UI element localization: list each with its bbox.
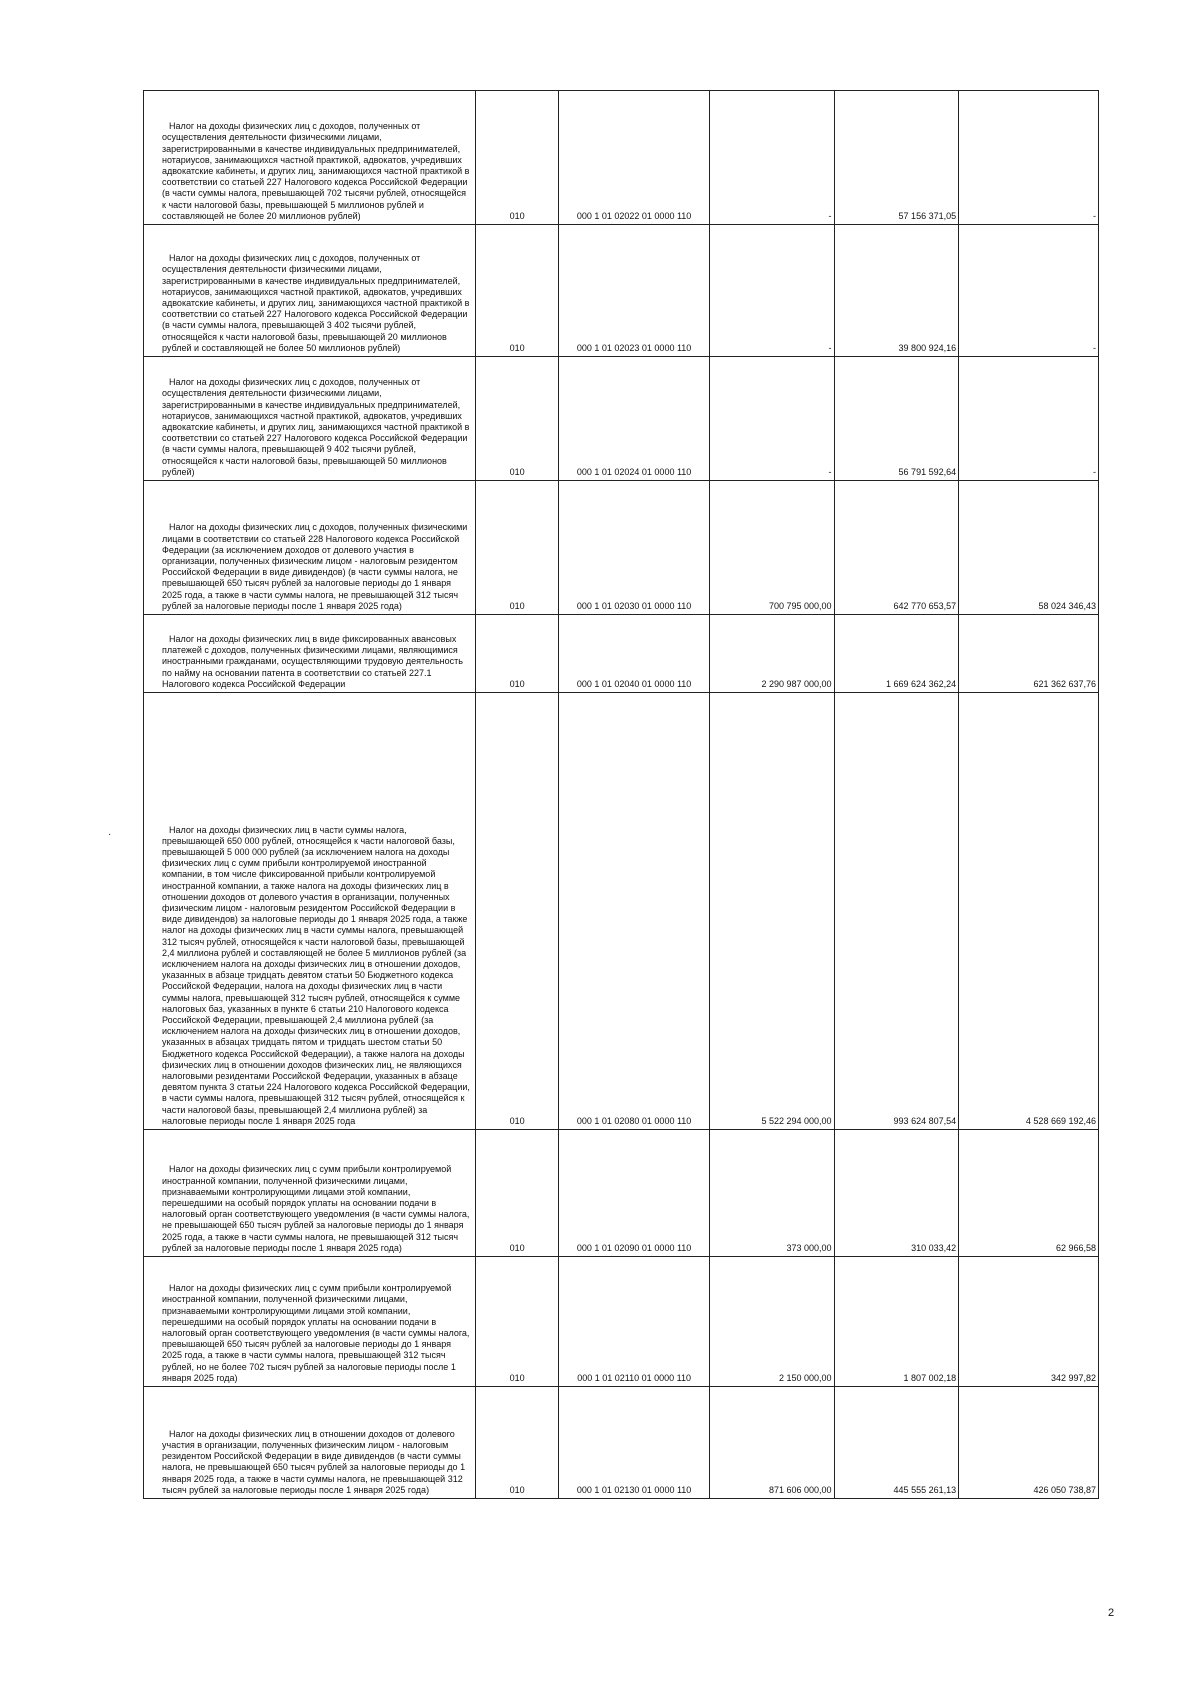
executed-value: 1 669 624 362,24 <box>834 615 959 693</box>
row-name: Налог на доходы физических лиц с сумм прибыли контролируемой иностранной компании, полученной физическими лицами, признаваемыми контролирующими лицами этой компании, перешедшими на особый порядок уплаты на основании подачи в налоговый орган соответствующего уведомления (в части суммы налога, не превышающей 650 тысяч рублей за налоговые периоды до 1 января 2025 года, а также в части суммы налога, не превышающей 312 тысяч рублей за налоговые периоды после 1 января 2025 года) <box>144 1130 476 1257</box>
approved-value: 373 000,00 <box>709 1130 834 1257</box>
table-row <box>144 1387 1099 1499</box>
unexecuted-value: 4 528 669 192,46 <box>959 693 1099 1130</box>
approved-value: - <box>709 357 834 481</box>
unexecuted-value: - <box>959 225 1099 357</box>
kbk-code: 000 1 01 02024 01 0000 110 <box>559 357 710 481</box>
unexecuted-value: 58 024 346,43 <box>959 481 1099 615</box>
row-name: Налог на доходы физических лиц в отношении доходов от долевого участия в организации, полученных физическим лицом - налоговым резидентом Российской Федерации в виде дивидендов (в части суммы налога, не превышающей 650 тысяч рублей за налоговые периоды до 1 января 2025 года, а также в части суммы налога, не превышающей 312 тысяч рублей за налоговые периоды после 1 января 2025 года) <box>144 1387 476 1499</box>
table-row <box>144 91 1099 225</box>
table-row <box>144 1130 1099 1257</box>
row-name: Налог на доходы физических лиц с сумм прибыли контролируемой иностранной компании, полученной физическими лицами, признаваемыми контролирующими лицами этой компании, перешедшими на особый порядок уплаты на основании подачи в налоговый орган соответствующего уведомления (в части суммы налога, превышающей 650 тысяч рублей за налоговые периоды до 1 января 2025 года, а также в части суммы налога, превышающей 312 тысяч рублей, но не более 702 тысяч рублей за налоговые периоды после 1 января 2025 года) <box>144 1257 476 1387</box>
executed-value: 39 800 924,16 <box>834 225 959 357</box>
approved-value: 700 795 000,00 <box>709 481 834 615</box>
unexecuted-value: 62 966,58 <box>959 1130 1099 1257</box>
approved-value: 2 150 000,00 <box>709 1257 834 1387</box>
kbk-code: 000 1 01 02110 01 0000 110 <box>559 1257 710 1387</box>
kbk-code: 000 1 01 02030 01 0000 110 <box>559 481 710 615</box>
row-name: Налог на доходы физических лиц в виде фиксированных авансовых платежей с доходов, полученных физическими лицами, являющимися иностранными гражданами, осуществляющими трудовую деятельность по найму на основании патента в соответствии со статьей 227.1 Налогового кодекса Российской Федерации <box>144 615 476 693</box>
line-code: 010 <box>476 225 559 357</box>
approved-value: 871 606 000,00 <box>709 1387 834 1499</box>
approved-value: 2 290 987 000,00 <box>709 615 834 693</box>
line-code: 010 <box>476 1387 559 1499</box>
unexecuted-value: - <box>959 91 1099 225</box>
executed-value: 1 807 002,18 <box>834 1257 959 1387</box>
executed-value: 642 770 653,57 <box>834 481 959 615</box>
executed-value: 310 033,42 <box>834 1130 959 1257</box>
executed-value: 445 555 261,13 <box>834 1387 959 1499</box>
table-row <box>144 1257 1099 1387</box>
unexecuted-value: - <box>959 357 1099 481</box>
kbk-code: 000 1 01 02090 01 0000 110 <box>559 1130 710 1257</box>
kbk-code: 000 1 01 02080 01 0000 110 <box>559 693 710 1130</box>
page-number: 2 <box>1108 1607 1115 1619</box>
kbk-code: 000 1 01 02022 01 0000 110 <box>559 91 710 225</box>
kbk-code: 000 1 01 02040 01 0000 110 <box>559 615 710 693</box>
unexecuted-value: 621 362 637,76 <box>959 615 1099 693</box>
row-name: Налог на доходы физических лиц с доходов, полученных от осуществления деятельности физическими лицами, зарегистрированными в качестве индивидуальных предпринимателей, нотариусов, занимающихся частной практикой, адвокатов, учредивших адвокатские кабинеты, и других лиц, занимающихся частной практикой в соответствии со статьей 227 Налогового кодекса Российской Федерации (в части суммы налога, превышающей 702 тысячи рублей, относящейся к части налоговой базы, превышающей 5 миллионов рублей и составляющей не более 20 миллионов рублей) <box>144 91 476 225</box>
approved-value: 5 522 294 000,00 <box>709 693 834 1130</box>
row-name: Налог на доходы физических лиц с доходов, полученных от осуществления деятельности физическими лицами, зарегистрированными в качестве индивидуальных предпринимателей, нотариусов, занимающихся частной практикой, адвокатов, учредивших адвокатские кабинеты, и других лиц, занимающихся частной практикой в соответствии со статьей 227 Налогового кодекса Российской Федерации (в части суммы налога, превышающей 3 402 тысячи рублей, относящейся к части налоговой базы, превышающей 20 миллионов рублей и составляющей не более 50 миллионов рублей) <box>144 225 476 357</box>
line-code: 010 <box>476 91 559 225</box>
kbk-code: 000 1 01 02130 01 0000 110 <box>559 1387 710 1499</box>
scan-artifact-dot: · <box>108 829 112 840</box>
unexecuted-value: 426 050 738,87 <box>959 1387 1099 1499</box>
executed-value: 993 624 807,54 <box>834 693 959 1130</box>
line-code: 010 <box>476 357 559 481</box>
table-row <box>144 615 1099 693</box>
line-code: 010 <box>476 693 559 1130</box>
row-name: Налог на доходы физических лиц с доходов, полученных от осуществления деятельности физическими лицами, зарегистрированными в качестве индивидуальных предпринимателей, нотариусов, занимающихся частной практикой, адвокатов, учредивших адвокатские кабинеты, и других лиц, занимающихся частной практикой в соответствии со статьей 227 Налогового кодекса Российской Федерации (в части суммы налога, превышающей 9 402 тысячи рублей, относящейся к части налоговой базы, превышающей 50 миллионов рублей) <box>144 357 476 481</box>
line-code: 010 <box>476 1130 559 1257</box>
row-name: Налог на доходы физических лиц с доходов, полученных физическими лицами в соответствии со статьей 228 Налогового кодекса Российской Федерации (за исключением доходов от долевого участия в организации, полученных физическим лицом - налоговым резидентом Российской Федерации в виде дивидендов) (в части суммы налога, не превышающей 650 тысяч рублей за налоговые периоды до 1 января 2025 года, а также в части суммы налога, не превышающей 312 тысяч рублей за налоговые периоды после 1 января 2025 года) <box>144 481 476 615</box>
revenue-table <box>143 90 1099 1499</box>
table-row <box>144 481 1099 615</box>
line-code: 010 <box>476 1257 559 1387</box>
approved-value: - <box>709 225 834 357</box>
table-row <box>144 357 1099 481</box>
table-row <box>144 225 1099 357</box>
executed-value: 57 156 371,05 <box>834 91 959 225</box>
row-name: Налог на доходы физических лиц в части суммы налога, превышающей 650 000 рублей, относящейся к части налоговой базы, превышающей 5 000 000 рублей (за исключением налога на доходы физических лиц с сумм прибыли контролируемой иностранной компании, в том числе фиксированной прибыли контролируемой иностранной компании, а также налога на доходы физических лиц в отношении доходов от долевого участия в организации, полученных физическим лицом - налоговым резидентом Российской Федерации в виде дивидендов) за налоговые периоды до 1 января 2025 года, а также налог на доходы физических лиц в части суммы налога, превышающей 312 тысяч рублей, относящейся к части налоговой базы, превышающей 2,4 миллиона рублей и составляющей не более 5 миллионов рублей (за исключением налога на доходы физических лиц в отношении доходов, указанных в абзаце тридцать девятом статьи 50 Бюджетного кодекса Российской Федерации, налога на доходы физических лиц в части суммы налога, превышающей 312 тысяч рублей, относящейся к сумме налоговых баз, указанных в пункте 6 статьи 210 Налогового кодекса Российской Федерации, превышающей 2,4 миллиона рублей (за исключением налога на доходы физических лиц в отношении доходов, указанных в абзацах тридцать пятом и тридцать шестом статьи 50 Бюджетного кодекса Российской Федерации), а также налога на доходы физических лиц в отношении доходов физических лиц, не являющихся налоговыми резидентами Российской Федерации, указанных в абзаце девятом пункта 3 статьи 224 Налогового кодекса Российской Федерации, в части суммы налога, превышающей 312 тысяч рублей, относящейся к части налоговой базы, превышающей 2,4 миллиона рублей) за налоговые периоды после 1 января 2025 года <box>144 693 476 1130</box>
kbk-code: 000 1 01 02023 01 0000 110 <box>559 225 710 357</box>
line-code: 010 <box>476 615 559 693</box>
executed-value: 56 791 592,64 <box>834 357 959 481</box>
approved-value: - <box>709 91 834 225</box>
table-row <box>144 693 1099 1130</box>
unexecuted-value: 342 997,82 <box>959 1257 1099 1387</box>
line-code: 010 <box>476 481 559 615</box>
